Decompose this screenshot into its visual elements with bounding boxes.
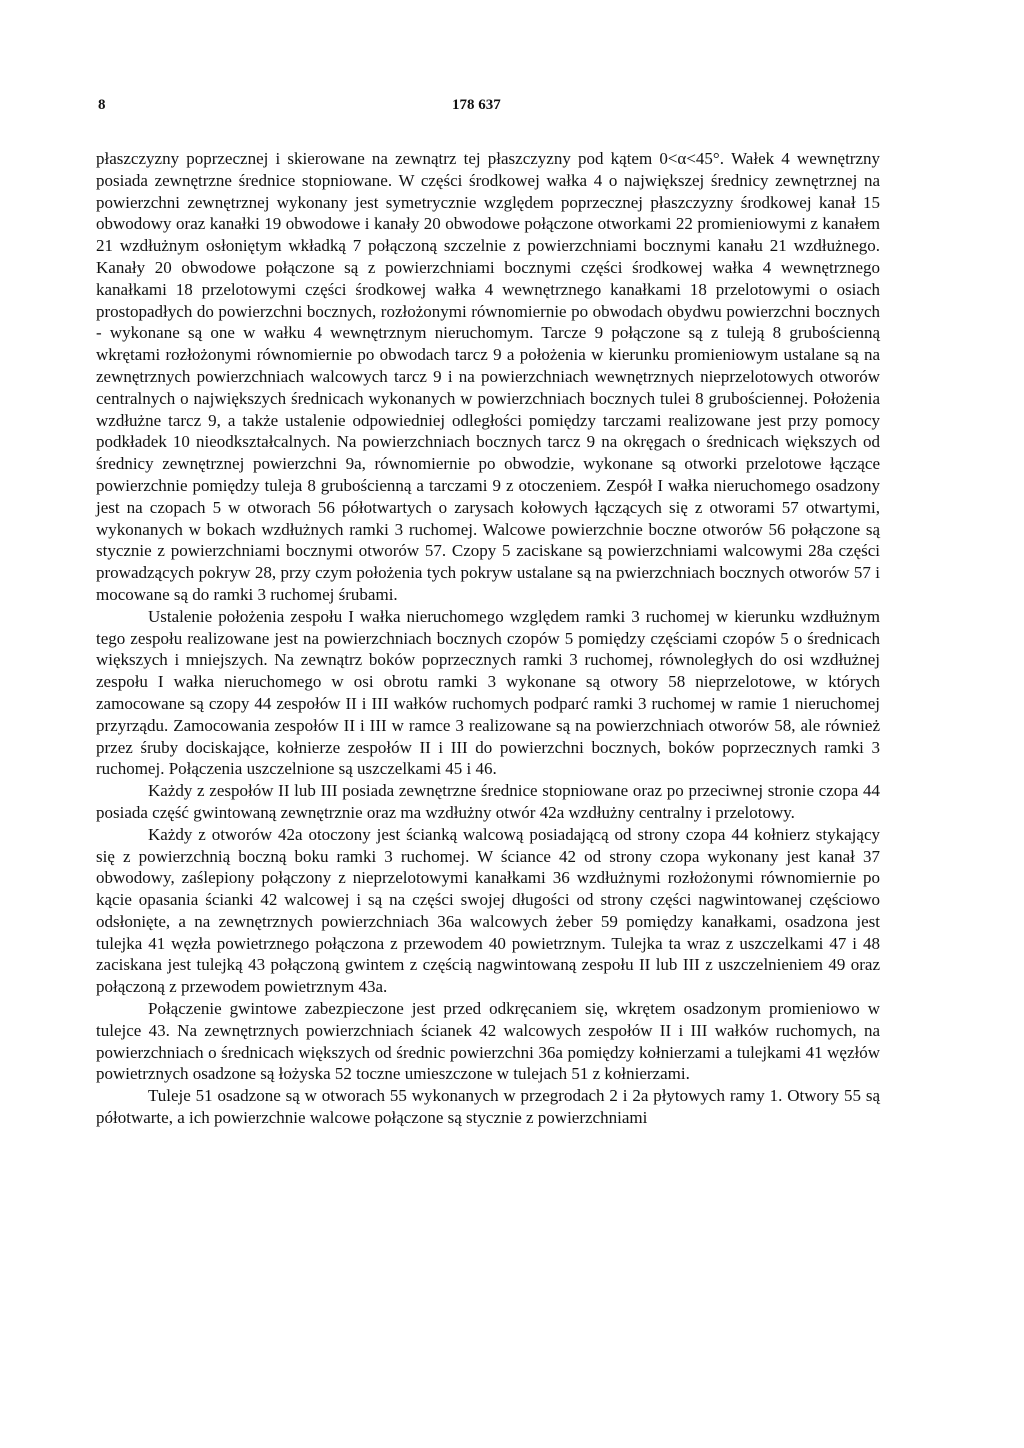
paragraph: Każdy z zespołów II lub III posiada zewnętrzne średnice stopniowane oraz po przeciwnej stronie czopa 44 posiada część gwintowaną zewnętrznie oraz ma wzdłużny otwór 42a wzdłużny centralny i przelotowy.: [96, 781, 880, 822]
paragraph: Każdy z otworów 42a otoczony jest ścianką walcową posiadającą od strony czopa 44 kołnierz stykający się z powierzchnią boczną boku ramki 3 ruchomej. W ściance 42 od strony czopa wykonany jest kanał 37 obwodowy, zaślepiony połączony z nieprzelotowymi kanałkami 36 wzdłużnymi rozłożonymi równomiernie po kącie opasania ścianki 42 walcowej i są na części swojej długości od strony części nagwintowanej częściowo odsłonięte, a na zewnętrznych powierzchniach 36a walcowych żeber 59 pomiędzy kanałkami, osadzona jest tulejka 41 węzła powietrznego połączona z przewodem 40 powietrznym. Tulejka ta wraz z uszczelkami 47 i 48 zaciskana jest tulejką 43 połączoną gwintem z częścią nagwintowaną zespołu II lub III z uszczelnieniem 49 oraz połączoną z przewodem powietrznym 43a.: [96, 824, 880, 997]
paragraph: Połączenie gwintowe zabezpieczone jest przed odkręcaniem się, wkrętem osadzonym promieniowo w tulejce 43. Na zewnętrznych powierzchniach ścianek 42 walcowych zespołów II i III wałków ruchomych, na powierzchniach o średnicach większych od średnic powierzchni 36a pomiędzy kołnierzami a tulejkami 41 węzłów powietrznych osadzone są łożyska 52 toczne umieszczone w tulejach 51 z kołnierzami.: [96, 999, 880, 1084]
body-text: [96, 148, 880, 1129]
page-number: 8: [98, 97, 106, 113]
paragraph: Tuleje 51 osadzone są w otworach 55 wykonanych w przegrodach 2 i 2a płytowych ramy 1. Otwory 55 są półotwarte, a ich powierzchnie walcowe połączone są stycznie z powierzchniami: [96, 1086, 880, 1128]
patent-number: 178 637: [452, 97, 501, 113]
paragraph: płaszczyzny poprzecznej i skierowane na zewnątrz tej płaszczyzny pod kątem 0<α<45°. Wałek 4 wewnętrzny posiada zewnętrzne średnice stopniowane. W części środkowej wałka 4 o największej średnicy zewnętrznej na powierzchni zewnętrznej wykonany jest symetrycznie względem poprzecznej płaszczyzny środkowej kanał 15 obwodowy oraz kanałki 19 obwodowe i kanały 20 obwodowe połączone otworkami 22 promieniowymi z kanałem 21 wzdłużnym osłoniętym wkładką 7 połączoną szczelnie z powierzchniami bocznymi kanału 21 wzdłużnego. Kanały 20 obwodowe połączone są z powierzchniami bocznymi części środkowej wałka 4 wewnętrznego kanałkami 18 przelotowymi części środkowej wałka 4 wewnętrznego kanałkami 18 przelotowymi o osiach prostopadłych do powierzchni bocznych, rozłożonymi równomiernie po obwodach obydwu powierzchni bocznych - wykonane są one w wałku 4 wewnętrznym nieruchomym. Tarcze 9 połączone są z tuleją 8 grubościenną wkrętami rozłożonymi równomiernie po obwodach tarcz 9 a położenia w kierunku promieniowym ustalane są na zewnętrznych powierzchniach walcowych tarcz 9 i na powierzchniach wewnętrznych nieprzelotowych otworów centralnych o największych średnicach wykonanych w powierzchniach bocznych tulei 8 grubościennej. Położenia wzdłużne tarcz 9, a także ustalenie odpowiedniej odległości pomiędzy tarczami realizowane jest przy pomocy podkładek 10 nieodkształcalnych. Na powierzchniach bocznych tarcz 9 na okręgach o średnicach większych od średnicy zewnętrznej powierzchni 9a, równomiernie po obwodzie, wykonane są otworki przelotowe łączące powierzchnie pomiędzy tuleja 8 grubościenną a tarczami 9 z otoczeniem. Zespół I wałka nieruchomego osadzony jest na czopach 5 w otworach 56 półotwartych o zarysach kołowych łączących się z otworami 57 otwartymi, wykonanych w bokach wzdłużnych ramki 3 ruchomej. Walcowe powierzchnie boczne otworów 56 połączone są stycznie z powierzchniami bocznymi otworów 57. Czopy 5 zaciskane są powierzchniami walcowymi 28a części prowadzących pokryw 28, przy czym położenia tych pokryw ustalane są na pwierzchniach bocznych otworów 57 i mocowane są do ramki 3 ruchomej śrubami.: [96, 149, 880, 604]
paragraph: Ustalenie położenia zespołu I wałka nieruchomego względem ramki 3 ruchomej w kierunku wzdłużnym tego zespołu realizowane jest na powierzchniach bocznych czopów 5 pomiędzy częściami czopów 5 o średnicach większych i mniejszych. Na zewnątrz boków poprzecznych ramki 3 ruchomej, równoległych do osi wzdłużnej zespołu I wałka nieruchomego w osi obrotu ramki 3 wykonane są otwory 58 nieprzelotowe, w których zamocowane są czopy 44 zespołów II i III wałków ruchomych podparć ramki 3 ruchomej w ramie 1 nieruchomej przyrządu. Zamocowania zespołów II i III w ramce 3 realizowane są na powierzchniach otworów 58, ale również przez śruby dociskające, kołnierze zespołów II i III do powierzchni bocznych, boków poprzecznych ramki 3 ruchomej. Połączenia uszczelnione są uszczelkami 45 i 46.: [96, 606, 880, 779]
page-header: [98, 97, 878, 119]
